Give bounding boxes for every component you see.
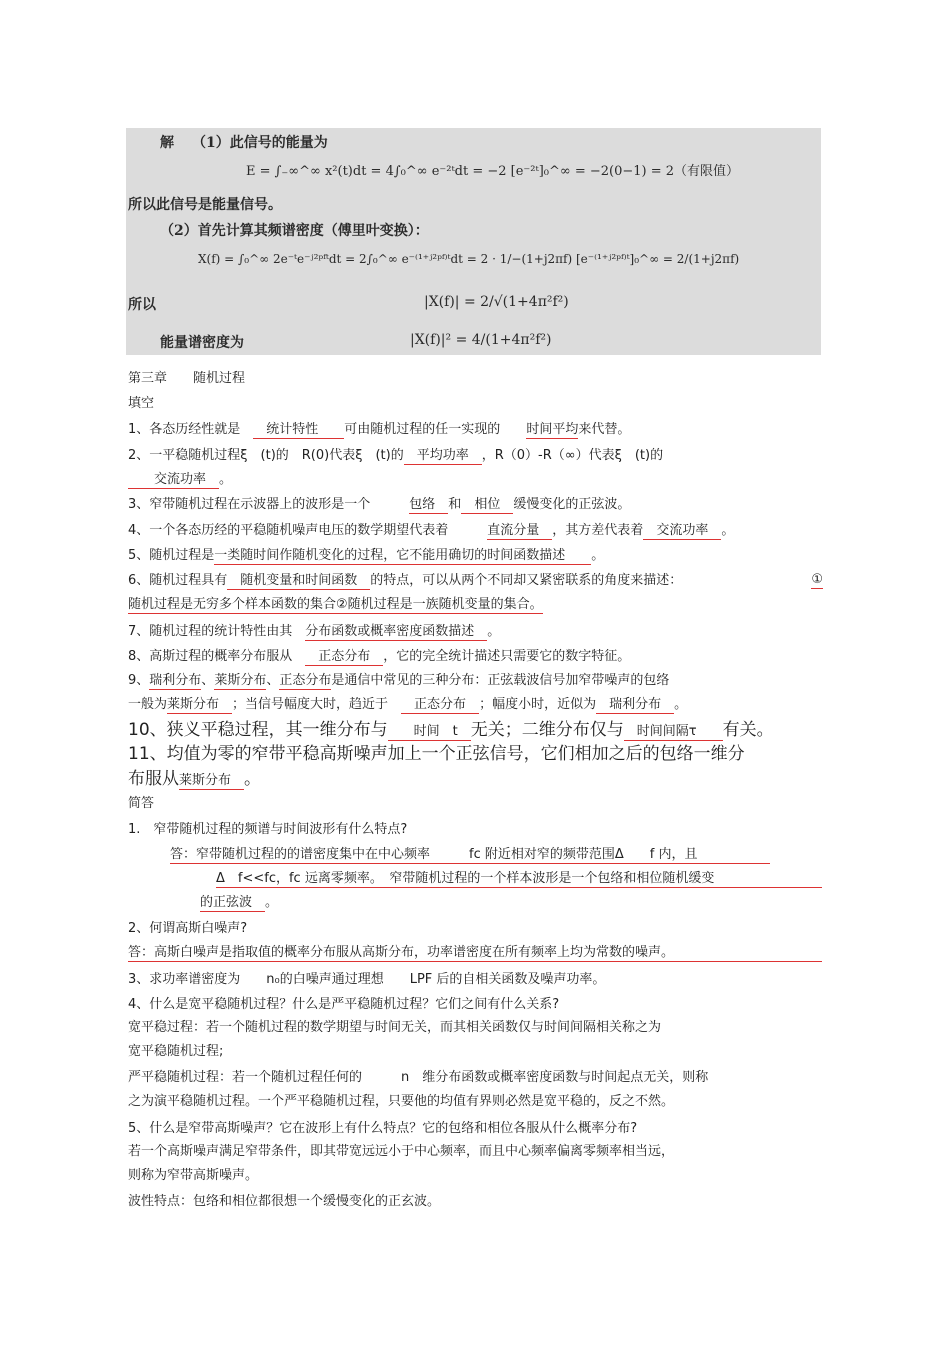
answer: 一类随时间作随机变化的过程，它不能用确切的时间函数描述 — [214, 548, 592, 563]
energy-signal-conclusion: 所以此信号是能量信号。 — [128, 197, 282, 213]
answer: 统计特性 — [253, 422, 345, 437]
question-7: 7、随机过程的统计特性由其 分布函数或概率密度函数描述 。 — [128, 624, 501, 639]
question-5: 5、随机过程是一类随时间作随机变化的过程，它不能用确切的时间函数描述 。 — [128, 548, 605, 563]
short-answer-1-line2: Δ f<<fc，fc 远离零频率。 窄带随机过程的一个样本波形是一个包络和相位随机缓变 — [216, 870, 822, 888]
answer: 交流功率 — [128, 472, 220, 487]
question-2: 2、一平稳随机过程ξ (t)的 R(0)代表ξ (t)的 平均功率 ，R（0）-R（∞）代表ξ (t)的 — [128, 448, 664, 463]
short-answer-4-line2: 宽平稳随机过程; — [128, 1044, 224, 1059]
short-answer-title: 简答 — [128, 796, 155, 811]
short-answer-5-line2: 则称为窄带高斯噪声。 — [128, 1168, 259, 1183]
chapter-title: 第三章 随机过程 — [128, 371, 246, 386]
question-6-cont — [128, 596, 543, 614]
short-answer-5-line3: 波性特点：包络和相位都很想一个缓慢变化的正玄波。 — [128, 1194, 441, 1209]
answer: 时间平均 — [526, 422, 579, 437]
esd-equation: |X(f)|² = 4/(1+4π²f²) — [410, 332, 552, 348]
magnitude-equation: |X(f)| = 2/√(1+4π²f²) — [424, 294, 569, 310]
short-question-4: 4、什么是宽平稳随机过程？什么是严平稳随机过程？它们之间有什么关系? — [128, 997, 560, 1012]
question-6: 6、随机过程具有 随机变量和时间函数 的特点，可以从两个不同却又紧密联系的角度来描述： ① — [128, 572, 823, 588]
fourier-equation: X(f) = ∫₀^∞ 2e⁻ᵗe⁻ʲ²ᵖᶠᵗdt = 2∫₀^∞ e⁻⁽¹⁺ʲ²ᵖᶠ⁾ᵗdt = 2 · 1/−(1+j2πf) [e⁻⁽¹⁺ʲ²ᵖᶠ⁾ᵗ]₀^∞ = 2/(1+j2πf) — [198, 252, 740, 266]
solution-part2: （2）首先计算其频谱密度（傅里叶变换）： — [160, 223, 429, 239]
so-label: 所以 — [128, 297, 156, 313]
solution-part1: （1）此信号的能量为 — [192, 135, 328, 151]
fill-section-title: 填空 — [128, 396, 155, 411]
short-answer-5-line1: 若一个高斯噪声满足窄带条件，即其带宽远远小于中心频率，而且中心频率偏离零频率相当远， — [128, 1144, 675, 1159]
short-answer-4-line1: 宽平稳过程：若一个随机过程的数学期望与时间无关，而其相关函数仅与时间间隔相关称之为 — [128, 1020, 662, 1035]
short-answer-4-line4: 之为演平稳随机过程。一个严平稳随机过程，只要他的均值有界则必然是宽平稳的，反之不然。 — [128, 1094, 675, 1109]
question-3: 3、窄带随机过程在示波器上的波形是一个 包络 和 相位 缓慢变化的正弦波。 — [128, 497, 631, 512]
answer: 正态分布 — [401, 697, 480, 712]
short-answer-2: 答：高斯白噪声是指取值的概率分布服从高斯分布，功率谱密度在所有频率上均为常数的噪声。 — [128, 944, 822, 962]
scanned-solution-image — [126, 128, 821, 355]
question-10: 10、狭义平稳过程，其一维分布与 时间 t 无关；二维分布仅与 时间间隔τ 有关。 — [128, 720, 774, 740]
answer: 分布函数或概率密度函数描述 — [305, 624, 488, 639]
short-question-1: 1. 窄带随机过程的频谱与时间波形有什么特点? — [128, 822, 408, 837]
answer: 随机变量和时间函数 — [227, 573, 371, 588]
short-question-3: 3、求功率谱密度为 n₀的白噪声通过理想 LPF 后的自相关函数及噪声功率。 — [128, 972, 606, 987]
question-4: 4、一个各态历经的平稳随机噪声电压的数学期望代表着 直流分量 ，其方差代表着 交流功率 。 — [128, 523, 735, 538]
solution-label: 解 — [160, 135, 174, 151]
answer: 正态分布 — [305, 649, 384, 664]
answer: 正态分布 — [279, 673, 332, 688]
answer: 莱斯分布 — [214, 673, 267, 688]
question-8: 8、高斯过程的概率分布服从 正态分布 ，它的完全统计描述只需要它的数字特征。 — [128, 649, 631, 664]
question-9-cont: 一般为莱斯分布 ；当信号幅度大时，趋近于 正态分布 ；幅度小时，近似为 瑞利分布 。 — [128, 697, 688, 712]
short-question-2: 2、何谓高斯白噪声? — [128, 921, 248, 936]
answer: 瑞利分布 — [149, 673, 202, 688]
answer: 包络 — [409, 497, 449, 512]
energy-equation: E = ∫₋∞^∞ x²(t)dt = 4∫₀^∞ e⁻²ᵗdt = −2 [e⁻²ᵗ]₀^∞ = −2(0−1) = 2（有限值） — [246, 164, 740, 179]
answer: 时间间隔τ — [623, 724, 723, 739]
question-9: 9、瑞利分布、莱斯分布、正态分布是通信中常见的三种分布：正弦载波信号加窄带噪声的包络 — [128, 673, 670, 688]
answer: 交流功率 — [643, 523, 722, 538]
question-1: 1、各态历经性就是 统计特性 可由随机过程的任一实现的 时间平均来代替。 — [128, 422, 631, 437]
question-2-cont: 交流功率 。 — [128, 472, 233, 487]
answer: 莱斯分布 — [167, 697, 233, 712]
answer: ① — [811, 572, 823, 587]
question-11-cont: 布服从莱斯分布 。 — [128, 769, 262, 789]
answer: 平均功率 — [403, 448, 482, 463]
answer: 相位 — [461, 497, 514, 512]
answer: 直流分量 — [487, 523, 553, 538]
short-question-5: 5、什么是窄带高斯噪声？它在波形上有什么特点？它的包络和相位各服从什么概率分布? — [128, 1121, 638, 1136]
answer: 随机过程是无穷多个样本函数的集合②随机过程是一族随机变量的集合。 — [128, 597, 543, 612]
answer: 莱斯分布 — [179, 773, 245, 788]
answer: 瑞利分布 — [596, 697, 675, 712]
short-answer-1-line3: 的正弦波 。 — [200, 895, 279, 910]
short-answer-4-line3: 严平稳随机过程：若一个随机过程任何的 n 维分布函数或概率密度函数与时间起点无关，则称 — [128, 1070, 709, 1085]
question-11: 11、均值为零的窄带平稳高斯噪声加上一个正弦信号，它们相加之后的包络一维分 — [128, 744, 745, 764]
answer: 时间 t — [387, 724, 471, 739]
esd-label: 能量谱密度为 — [160, 335, 244, 351]
short-answer-1-line1: 答：窄带随机过程的的谱密度集中在中心频率 fc 附近相对窄的频带范围Δ f 内，且 — [170, 846, 770, 864]
